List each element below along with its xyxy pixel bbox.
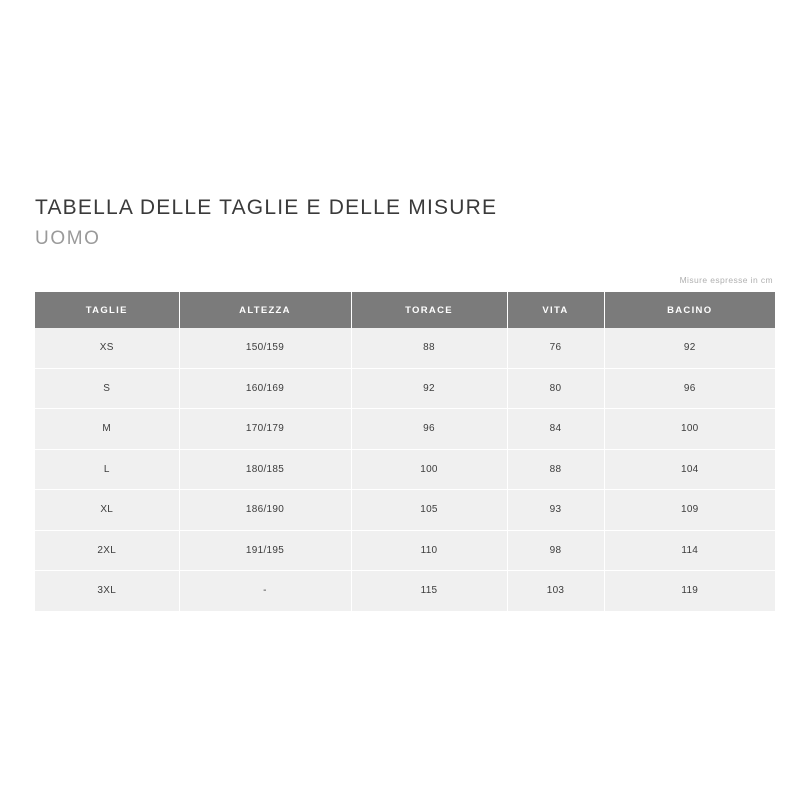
table-cell-waist: 88 [507, 449, 604, 490]
table-cell-size: L [35, 449, 179, 490]
table-cell-hip: 109 [604, 490, 775, 531]
table-row [35, 490, 775, 531]
size-chart-content [35, 195, 775, 611]
table-row [35, 449, 775, 490]
table-row [35, 328, 775, 368]
page-title: TABELLA DELLE TAGLIE E DELLE MISURE [35, 196, 498, 219]
table-cell-size: XS [35, 328, 179, 368]
table-header-cell: TORACE [351, 292, 507, 328]
table-cell-size: M [35, 409, 179, 450]
table-cell-chest: 105 [351, 490, 507, 531]
table-row [35, 368, 775, 409]
table-cell-size: S [35, 368, 179, 409]
table-cell-waist: 103 [507, 571, 604, 611]
table-cell-hip: 104 [604, 449, 775, 490]
table-cell-chest: 115 [351, 571, 507, 611]
table-cell-hip: 114 [604, 530, 775, 571]
measurement-unit-note: Misure espresse in cm [679, 275, 773, 285]
table-cell-height: 150/159 [179, 328, 351, 368]
table-cell-hip: 96 [604, 368, 775, 409]
table-header-row [35, 292, 775, 328]
table-row [35, 409, 775, 450]
table-cell-hip: 100 [604, 409, 775, 450]
table-cell-height: 160/169 [179, 368, 351, 409]
table-cell-waist: 80 [507, 368, 604, 409]
table-cell-waist: 76 [507, 328, 604, 368]
table-cell-hip: 119 [604, 571, 775, 611]
table-cell-waist: 84 [507, 409, 604, 450]
table-cell-hip: 92 [604, 328, 775, 368]
size-table [35, 292, 775, 611]
table-header-cell: VITA [507, 292, 604, 328]
table-row [35, 571, 775, 611]
table-cell-chest: 92 [351, 368, 507, 409]
table-cell-size: 3XL [35, 571, 179, 611]
table-cell-height: - [179, 571, 351, 611]
table-cell-chest: 110 [351, 530, 507, 571]
table-cell-chest: 96 [351, 409, 507, 450]
table-cell-height: 170/179 [179, 409, 351, 450]
table-cell-waist: 93 [507, 490, 604, 531]
table-cell-size: 2XL [35, 530, 179, 571]
table-header-cell: TAGLIE [35, 292, 179, 328]
table-cell-height: 191/195 [179, 530, 351, 571]
table-row [35, 530, 775, 571]
table-cell-height: 186/190 [179, 490, 351, 531]
table-cell-height: 180/185 [179, 449, 351, 490]
table-cell-chest: 100 [351, 449, 507, 490]
table-header-cell: ALTEZZA [179, 292, 351, 328]
table-cell-chest: 88 [351, 328, 507, 368]
table-cell-waist: 98 [507, 530, 604, 571]
page-subtitle: UOMO [35, 228, 101, 250]
table-header-cell: BACINO [604, 292, 775, 328]
table-cell-size: XL [35, 490, 179, 531]
